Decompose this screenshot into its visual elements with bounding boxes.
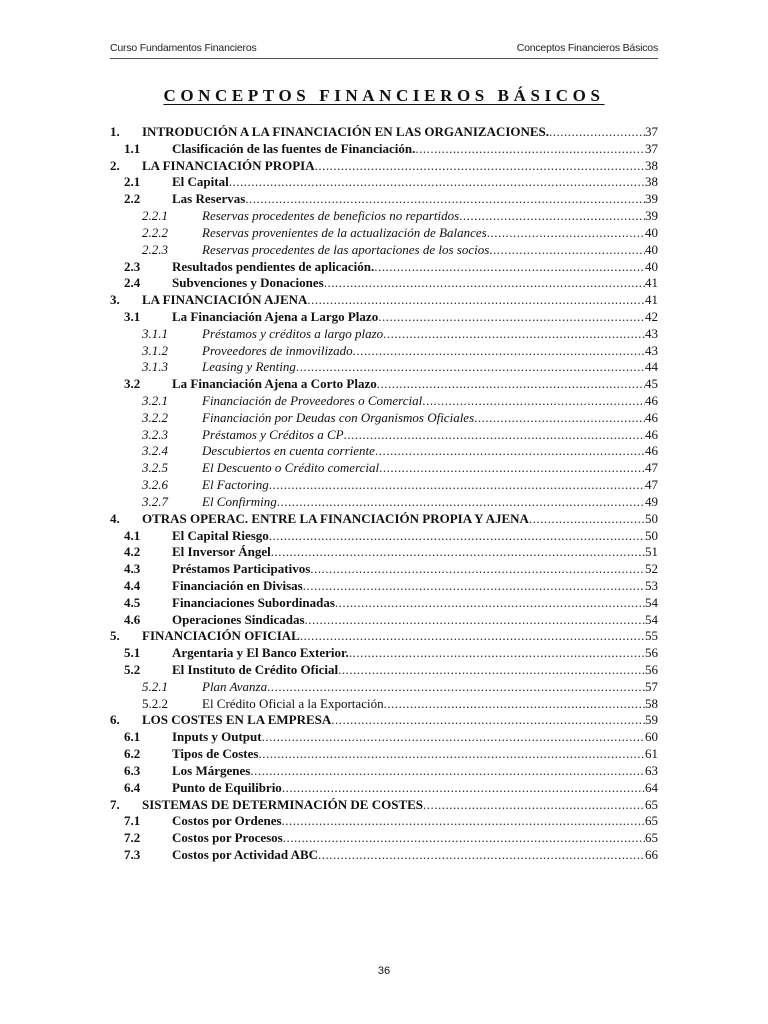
toc-entry-number: 3.2.6 <box>142 477 168 493</box>
toc-entry[interactable] <box>110 780 658 797</box>
toc-leader-dots <box>307 292 645 309</box>
toc-entry[interactable] <box>110 158 658 175</box>
toc-leader-dots <box>269 528 645 545</box>
toc-entry-number: 3.2 <box>124 376 141 392</box>
toc-entry[interactable] <box>110 746 658 763</box>
toc-entry-label: Préstamos y créditos a largo plazo <box>202 325 384 341</box>
toc-entry-number: 6.3 <box>124 762 141 778</box>
toc-entry-label: Resultados pendientes de aplicación. <box>172 258 375 274</box>
toc-entry[interactable] <box>110 460 658 477</box>
toc-leader-dots <box>423 797 645 814</box>
toc-entry-number: 7.1 <box>124 813 141 829</box>
toc-entry-number: 5.2.2 <box>142 695 168 711</box>
toc-entry-label: El Descuento o Crédito comercial <box>202 460 380 476</box>
toc-entry-page: 37 <box>645 124 658 139</box>
toc-entry-number: 6.4 <box>124 779 141 795</box>
toc-entry[interactable] <box>110 124 658 141</box>
toc-entry-page: 40 <box>645 241 658 257</box>
toc-entry-page: 38 <box>645 174 658 190</box>
toc-entry-number: 4.2 <box>124 544 141 560</box>
toc-entry-label: Reservas provenientes de la actualización de Balances <box>202 224 487 240</box>
toc-leader-dots <box>282 813 645 830</box>
toc-entry-label: Punto de Equilibrio <box>172 779 282 795</box>
toc-entry-number: 7.3 <box>124 846 141 862</box>
toc-entry-label: Financiación por Deudas con Organismos Oficiales <box>202 409 475 425</box>
toc-entry[interactable] <box>110 679 658 696</box>
toc-leader-dots <box>384 696 645 713</box>
toc-entry[interactable] <box>110 712 658 729</box>
toc-leader-dots <box>250 763 645 780</box>
toc-entry-label: El Capital <box>172 174 229 190</box>
toc-entry-number: 4.4 <box>124 577 141 593</box>
toc-entry-label: Descubiertos en cuenta corriente <box>202 443 375 459</box>
toc-leader-dots <box>277 494 645 511</box>
toc-entry-number: 1. <box>110 124 120 139</box>
toc-entry[interactable] <box>110 595 658 612</box>
toc-leader-dots <box>300 628 645 645</box>
toc-entry-page: 38 <box>645 157 658 173</box>
toc-entry-page: 43 <box>645 325 658 341</box>
table-of-contents <box>110 124 658 864</box>
toc-entry[interactable] <box>110 830 658 847</box>
toc-entry-label: SISTEMAS DE DETERMINACIÓN DE COSTES <box>142 796 424 812</box>
toc-entry[interactable] <box>110 494 658 511</box>
page-title-text: CONCEPTOS FINANCIEROS BÁSICOS <box>163 86 605 105</box>
toc-entry-page: 66 <box>645 846 658 862</box>
toc-entry[interactable] <box>110 628 658 645</box>
toc-entry-label: OTRAS OPERAC. ENTRE LA FINANCIACIÓN PROPIA Y AJENA <box>142 510 529 526</box>
toc-entry-label: Costos por Actividad ABC <box>172 846 319 862</box>
toc-entry-number: 3.2.7 <box>142 493 168 509</box>
toc-leader-dots <box>422 393 645 410</box>
toc-entry-page: 52 <box>645 561 658 577</box>
toc-entry-page: 54 <box>645 611 658 627</box>
toc-leader-dots <box>262 729 645 746</box>
toc-entry[interactable] <box>110 645 658 662</box>
toc-entry[interactable] <box>110 763 658 780</box>
toc-leader-dots <box>315 158 645 175</box>
toc-entry-number: 4.6 <box>124 611 141 627</box>
toc-entry-number: 6.1 <box>124 729 141 745</box>
toc-leader-dots <box>353 343 645 360</box>
toc-entry[interactable] <box>110 847 658 864</box>
toc-entry-label: Proveedores de inmovilizado <box>202 342 353 358</box>
toc-entry-label: El Inversor Ángel <box>172 544 271 560</box>
toc-entry[interactable] <box>110 174 658 191</box>
toc-entry-label: Préstamos Participativos <box>172 561 311 577</box>
toc-entry-page: 58 <box>645 695 658 711</box>
toc-entry[interactable] <box>110 578 658 595</box>
toc-entry-page: 45 <box>645 376 658 392</box>
toc-entry-page: 49 <box>645 493 658 509</box>
toc-entry-number: 5. <box>110 628 120 644</box>
toc-entry-number: 4.3 <box>124 561 141 577</box>
toc-leader-dots <box>374 259 645 276</box>
toc-entry-page: 46 <box>645 409 658 425</box>
toc-entry-number: 4.1 <box>124 527 141 543</box>
toc-leader-dots <box>529 511 645 528</box>
toc-entry-label: Préstamos y Créditos a CP <box>202 426 344 442</box>
toc-entry[interactable] <box>110 729 658 746</box>
toc-entry-number: 4.5 <box>124 594 141 610</box>
toc-entry-number: 2. <box>110 157 120 173</box>
toc-entry-label: El Factoring <box>202 477 269 493</box>
toc-leader-dots <box>245 191 645 208</box>
toc-entry[interactable] <box>110 544 658 561</box>
toc-entry-number: 2.3 <box>124 258 141 274</box>
toc-entry-page: 46 <box>645 443 658 459</box>
toc-leader-dots <box>375 443 645 460</box>
toc-entry-label: El Crédito Oficial a la Exportación <box>202 695 384 711</box>
toc-entry-page: 56 <box>645 662 658 677</box>
toc-entry-number: 2.2.3 <box>142 241 168 257</box>
toc-leader-dots <box>383 326 645 343</box>
toc-entry-number: 3.1.3 <box>142 359 168 375</box>
toc-entry-label: Financiación de Proveedores o Comercial <box>202 393 423 408</box>
toc-entry-page: 41 <box>645 275 658 291</box>
toc-leader-dots <box>335 595 645 612</box>
toc-leader-dots <box>229 174 645 191</box>
toc-entry-page: 53 <box>645 577 658 593</box>
toc-entry-page: 65 <box>645 796 658 812</box>
toc-leader-dots <box>487 225 645 242</box>
toc-entry-number: 2.4 <box>124 275 141 291</box>
toc-entry[interactable] <box>110 343 658 360</box>
toc-entry[interactable] <box>110 427 658 444</box>
toc-entry-page: 40 <box>645 224 658 240</box>
toc-entry-number: 3.2.2 <box>142 409 168 425</box>
toc-entry-number: 3.1.2 <box>142 342 168 358</box>
toc-entry-label: Tipos de Costes <box>172 746 259 762</box>
toc-entry-label: El Confirming <box>202 493 277 509</box>
toc-entry[interactable] <box>110 359 658 376</box>
toc-entry[interactable] <box>110 662 658 679</box>
toc-entry-page: 42 <box>645 308 658 324</box>
toc-leader-dots <box>283 830 645 847</box>
toc-entry-label: Las Reservas <box>172 191 246 207</box>
toc-entry[interactable] <box>110 511 658 528</box>
toc-entry-page: 41 <box>645 292 658 308</box>
toc-entry[interactable] <box>110 292 658 309</box>
toc-leader-dots <box>415 141 645 158</box>
toc-entry-number: 3.1 <box>124 308 141 324</box>
toc-entry-label: El Capital Riesgo <box>172 527 269 543</box>
toc-entry-number: 5.2 <box>124 662 141 677</box>
toc-leader-dots <box>378 309 645 326</box>
toc-entry-page: 60 <box>645 729 658 745</box>
toc-entry[interactable] <box>110 813 658 830</box>
toc-entry-number: 2.2.1 <box>142 208 168 224</box>
toc-leader-dots <box>331 712 645 729</box>
toc-entry-label: LA FINANCIACIÓN AJENA <box>142 292 308 308</box>
toc-entry-label: Costos por Procesos <box>172 830 283 846</box>
toc-leader-dots <box>379 460 645 477</box>
toc-leader-dots <box>318 847 645 864</box>
toc-entry-label: Los Márgenes <box>172 762 251 778</box>
toc-entry-label: Subvenciones y Donaciones <box>172 275 324 291</box>
toc-entry[interactable] <box>110 326 658 343</box>
header-course-title: Curso Fundamentos Financieros <box>110 42 257 54</box>
toc-entry-page: 46 <box>645 393 658 408</box>
toc-entry[interactable] <box>110 696 658 713</box>
toc-entry-number: 7. <box>110 796 120 812</box>
toc-leader-dots <box>267 679 645 696</box>
toc-entry-label: FINANCIACIÓN OFICIAL <box>142 628 300 644</box>
toc-entry-label: Leasing y Renting <box>202 359 296 375</box>
toc-entry-label: La Financiación Ajena a Largo Plazo <box>172 308 379 324</box>
toc-entry-page: 54 <box>645 594 658 610</box>
toc-entry[interactable] <box>110 309 658 326</box>
toc-entry-number: 7.2 <box>124 830 141 846</box>
toc-entry-number: 4. <box>110 510 120 526</box>
toc-leader-dots <box>271 544 645 561</box>
toc-entry-label: Clasificación de las fuentes de Financiación. <box>172 140 416 156</box>
toc-entry-number: 2.2 <box>124 191 141 207</box>
toc-entry-label: LOS COSTES EN LA EMPRESA <box>142 712 332 728</box>
toc-entry-number: 3.2.4 <box>142 443 168 459</box>
toc-entry[interactable] <box>110 208 658 225</box>
toc-entry[interactable] <box>110 259 658 276</box>
toc-entry-page: 63 <box>645 762 658 778</box>
toc-entry[interactable] <box>110 612 658 629</box>
toc-entry-page: 39 <box>645 191 658 207</box>
toc-entry-label: Reservas procedentes de las aportaciones de los socios <box>202 241 490 257</box>
toc-entry-number: 2.2.2 <box>142 224 168 240</box>
toc-entry-page: 40 <box>645 258 658 274</box>
toc-entry-number: 3. <box>110 292 120 308</box>
toc-entry-page: 51 <box>645 544 658 560</box>
toc-leader-dots <box>474 410 645 427</box>
toc-entry-label: Plan Avanza <box>202 678 268 694</box>
toc-entry-page: 44 <box>645 359 658 375</box>
toc-entry[interactable] <box>110 477 658 494</box>
toc-entry-page: 43 <box>645 342 658 358</box>
toc-entry[interactable] <box>110 376 658 393</box>
toc-entry-page: 55 <box>645 628 658 644</box>
toc-leader-dots <box>324 275 645 292</box>
toc-leader-dots <box>282 780 645 797</box>
toc-leader-dots <box>489 242 645 259</box>
toc-entry[interactable] <box>110 528 658 545</box>
toc-entry-number: 1.1 <box>124 140 141 156</box>
toc-entry-number: 6.2 <box>124 746 141 762</box>
toc-entry-label: La Financiación Ajena a Corto Plazo <box>172 376 377 392</box>
toc-entry-number: 3.2.5 <box>142 460 168 476</box>
toc-entry-label: Argentaria y El Banco Exterior. <box>172 645 349 661</box>
toc-entry[interactable] <box>110 410 658 427</box>
toc-leader-dots <box>258 746 645 763</box>
toc-entry-page: 46 <box>645 426 658 442</box>
toc-entry-label: Financiación en Divisas <box>172 577 303 593</box>
toc-entry[interactable] <box>110 393 658 410</box>
toc-entry[interactable] <box>110 242 658 259</box>
toc-entry-label: Inputs y Output <box>172 729 262 745</box>
toc-leader-dots <box>303 578 645 595</box>
toc-entry-page: 47 <box>645 460 658 476</box>
toc-leader-dots <box>349 645 645 662</box>
toc-entry-page: 64 <box>645 779 658 795</box>
toc-leader-dots <box>549 124 645 141</box>
toc-entry-label: El Instituto de Crédito Oficial <box>172 662 339 677</box>
toc-entry[interactable] <box>110 191 658 208</box>
toc-entry-page: 50 <box>645 527 658 543</box>
toc-leader-dots <box>344 427 645 444</box>
toc-leader-dots <box>296 359 645 376</box>
header-rule <box>110 58 658 59</box>
toc-leader-dots <box>305 612 645 629</box>
toc-leader-dots <box>310 561 645 578</box>
toc-entry-number: 5.2.1 <box>142 678 168 694</box>
toc-entry[interactable] <box>110 275 658 292</box>
toc-entry-label: Operaciones Sindicadas <box>172 611 305 627</box>
toc-entry-label: Financiaciones Subordinadas <box>172 594 335 610</box>
toc-entry-number: 3.2.3 <box>142 426 168 442</box>
page-title <box>0 86 768 106</box>
toc-leader-dots <box>338 662 645 679</box>
toc-entry-label: Costos por Ordenes <box>172 813 282 829</box>
toc-leader-dots <box>269 477 645 494</box>
toc-entry-page: 37 <box>645 140 658 156</box>
toc-leader-dots <box>377 376 645 393</box>
page-number: 36 <box>377 965 391 977</box>
toc-entry[interactable] <box>110 443 658 460</box>
toc-entry-number: 3.2.1 <box>142 393 168 408</box>
toc-entry-label: Reservas procedentes de beneficios no repartidos <box>202 208 460 224</box>
toc-entry-page: 59 <box>645 712 658 728</box>
toc-entry-number: 3.1.1 <box>142 325 168 341</box>
toc-entry-page: 61 <box>645 746 658 762</box>
toc-entry-page: 47 <box>645 477 658 493</box>
toc-entry-page: 39 <box>645 208 658 224</box>
toc-entry-page: 65 <box>645 830 658 846</box>
header-chapter-title: Conceptos Financieros Básicos <box>516 42 658 54</box>
toc-entry-number: 5.1 <box>124 645 141 661</box>
toc-entry[interactable] <box>110 141 658 158</box>
toc-entry-page: 57 <box>645 678 658 694</box>
toc-entry-page: 65 <box>645 813 658 829</box>
toc-entry-page: 56 <box>645 645 658 661</box>
toc-entry-page: 50 <box>645 510 658 526</box>
toc-entry-number: 6. <box>110 712 120 728</box>
toc-entry[interactable] <box>110 797 658 814</box>
toc-entry[interactable] <box>110 561 658 578</box>
toc-entry-number: 2.1 <box>124 174 141 190</box>
toc-entry-label: LA FINANCIACIÓN PROPIA <box>142 157 315 173</box>
toc-entry-label: INTRODUCIÓN A LA FINANCIACIÓN EN LAS ORGANIZACIONES. <box>142 124 550 139</box>
toc-leader-dots <box>459 208 645 225</box>
toc-entry[interactable] <box>110 225 658 242</box>
